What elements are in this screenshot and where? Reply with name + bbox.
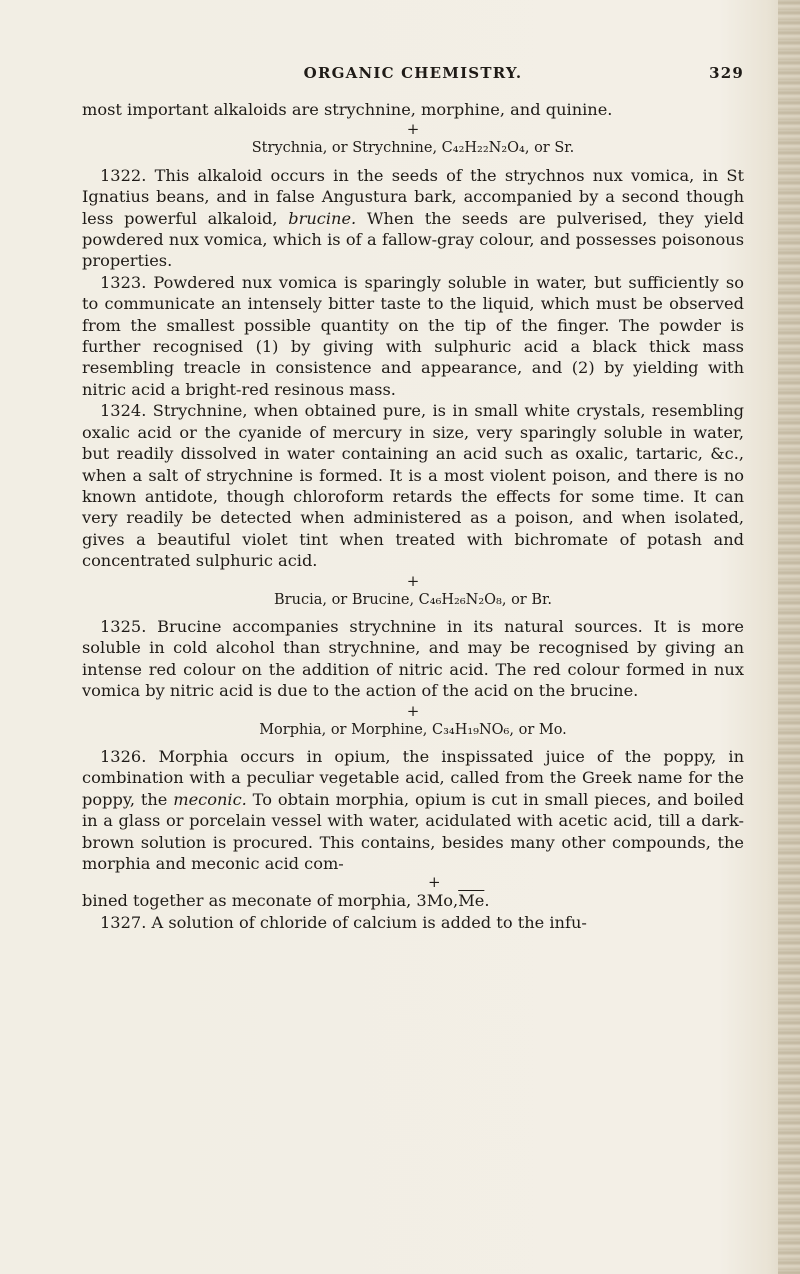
page-edge — [778, 0, 800, 1274]
paragraph-number: 1326. — [100, 746, 147, 766]
paragraph-1322 — [82, 165, 744, 272]
paragraph-text: When the seeds are pulverised, they yield powdered nux vomica, which is of a fallow-gray colour, and possesses poisonous properties. — [82, 208, 744, 271]
paragraph-text: Brucine accompanies strychnine in its natural sources. It is more soluble in cold alcohol than strychnine, and may be recognised by giving an intense red colour on the addition of nitric acid. The red colour formed in nux vomica by nitric acid is due to the action of the acid on the brucine. — [82, 616, 744, 701]
charge-plus-sign: + — [406, 571, 420, 590]
running-head: ORGANIC CHEMISTRY. — [303, 64, 523, 82]
paragraph-1324 — [82, 400, 744, 571]
charge-plus-sign: + — [428, 873, 441, 892]
paragraph-text: A solution of chloride of calcium is added to the infu- — [146, 912, 587, 932]
strychnia-heading — [82, 120, 744, 159]
page-header — [82, 64, 744, 90]
paragraph-number: 1324. — [100, 401, 147, 421]
brucia-heading — [82, 572, 744, 611]
italic-term: meconic. — [173, 789, 247, 809]
paragraph-text: Morphia occurs in opium, the inspissated juice of the poppy, in combination with a peculiar vegetable acid, called from the Greek name for the poppy, the — [82, 746, 744, 809]
paragraph-text: Strychnine, when obtained pure, is in small white crystals, resembling oxalic acid or the cyanide of mercury in size, very sparingly soluble in water, but readily dissolved in water containing an acid such as oxalic, tartaric, &c., when a salt of strychnine is formed. It is a most violent poison, and there is no known antidote, though chloroform retards the effects for some time. It can very readily be detected when administered as a poison, and when isolated, gives a beautiful violet tint when treated with bichromate of potash and concentrated sulphuric acid. — [82, 401, 744, 571]
paragraph-number: 1325. — [100, 616, 147, 636]
paragraph-text: Powdered nux vomica is sparingly soluble in water, but sufficiently so to communicate an intensely bitter taste to the liquid, which must be observed from the smallest possible quantity on the tip of the finger. The powder is further recognised (1) by giving with sulphuric acid a black thick mass resembling treacle in consistence and appearance, and (2) by yielding with nitric acid a bright-red resinous mass. — [82, 272, 744, 399]
charge-plus-sign: + — [406, 120, 420, 139]
paragraph-1327 — [82, 912, 744, 933]
strychnia-heading-text: Strychnia, or Strychnine, C₄₂H₂₂N₂O₄, or Sr. — [251, 140, 575, 157]
charge-plus-sign: + — [406, 701, 420, 720]
morphia-heading — [82, 702, 744, 741]
paragraph-text: This alkaloid occurs in the seeds of the strychnos nux vomica, in St Ignatius beans, and in false Angustura bark, accompanied by a second though less powerful alkaloid, — [82, 165, 744, 228]
italic-term: brucine. — [288, 208, 357, 228]
paragraph-1323 — [82, 272, 744, 400]
morphia-heading-text: Morphia, or Morphine, C₃₄H₁₉NO₆, or Mo. — [259, 721, 567, 738]
paragraph-1326 — [82, 746, 744, 874]
meconic-radical: $\overline{Me}$ — [458, 891, 485, 911]
formula-text: . — [484, 891, 490, 911]
intro-paragraph: most important alkaloids are strychnine, morphine, and quinine. — [82, 100, 613, 119]
page-body — [82, 99, 744, 933]
page-number: 329 — [709, 64, 744, 82]
paragraph-number: 1327. — [100, 912, 147, 932]
formula-text: bined together as meconate of morphia, 3Mo, — [82, 891, 459, 911]
meconate-line — [82, 890, 744, 911]
brucia-heading-text: Brucia, or Brucine, C₄₆H₂₆N₂O₈, or Br. — [274, 591, 552, 608]
paragraph-text: To obtain morphia, opium is cut in small pieces, and boiled in a glass or porcelain vessel with water, acidulated with acetic acid, till a dark-brown solution is procured. This contains, besides many other compounds, the morphia and meconic acid com- — [82, 789, 744, 873]
paragraph-1325 — [82, 616, 744, 702]
paragraph-number: 1322. — [100, 165, 147, 185]
paragraph-number: 1323. — [100, 272, 147, 292]
